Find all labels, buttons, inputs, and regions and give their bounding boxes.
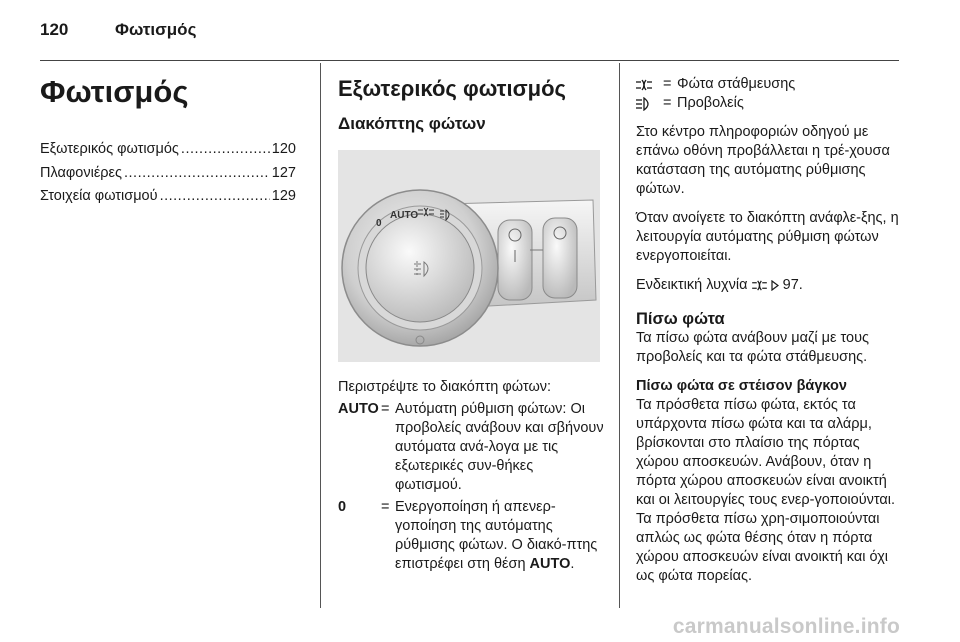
watermark: carmanualsonline.info [672, 615, 900, 638]
definition-separator: = [663, 95, 672, 111]
toc-item-page: 127 [271, 164, 296, 181]
definition-text: Ενεργοποίηση ή απενερ-γοποίηση της αυτόματης ρύθμισης φώτων. Ο διακό-πτης επιστρέφει στη θέση [395, 499, 598, 572]
header-divider [40, 60, 899, 61]
toc-item[interactable] [40, 138, 296, 162]
dial-label-auto: AUTO [390, 210, 419, 221]
parking-lights-icon [636, 75, 663, 94]
toc-item-label: Πλαφονιέρες [40, 164, 122, 181]
page-reference-arrow-icon [771, 280, 779, 291]
chapter-title: Φωτισμός [115, 20, 197, 39]
definition-end: . [570, 556, 575, 572]
toc-item-page: 120 [271, 141, 296, 157]
toc-title: Φωτισμός [40, 74, 189, 109]
paragraph-ignition: Όταν ανοίγετε το διακόπτη ανάφλε-ξης, η λειτουργία αυτόματης ρύθμιση φώτων ενεργοποιείται. [636, 210, 899, 264]
definition-auto [338, 400, 604, 495]
column-divider-left [320, 63, 321, 608]
toc-leader [160, 185, 270, 209]
page-number: 120 [40, 20, 69, 39]
indicator-reference [636, 276, 900, 295]
rear-lights-text: Τα πίσω φώτα ανάβουν μαζί με τους προβολείς και τα φώτα στάθμευσης. [636, 330, 870, 365]
definition-description: Προβολείς [677, 95, 744, 111]
icon-definition [636, 75, 900, 94]
section-column [338, 72, 604, 574]
wagon-lights-title: Πίσω φώτα σε στέισον βάγκον [636, 378, 847, 394]
toc-item-page: 129 [271, 188, 296, 204]
toc-item[interactable] [40, 162, 296, 186]
toc-leader [124, 162, 270, 186]
wagon-lights-text: Τα πρόσθετα πίσω φώτα, εκτός τα υπάρχοντα πίσω φώτα και τα αλάρμ, βρίσκονται στο πλαίσιο της πόρτας χώρου αποσκευών. Ανάβουν, όταν η πόρτα χώρου αποσκευών είναι ανοικτή και οι λειτουργίες τους ενερ-γοποιούνται. Τα πρόσθετα πίσω χρη-σιμοποιούνται απλώς ως φώτα θέσης όταν η πόρτα χώρου αποσκευών είναι ανοικτή και όχι ως φώτα πορείας. [636, 397, 896, 584]
parking-lights-icon [752, 280, 767, 291]
definition-zero [338, 498, 604, 574]
chapter-toc [40, 72, 296, 209]
toc-item[interactable] [40, 185, 296, 209]
instruction-text: Περιστρέψτε το διακόπτη φώτων: [338, 379, 552, 395]
definition-bold-term: AUTO [529, 556, 571, 572]
column-divider-right [619, 63, 620, 608]
definition-separator: = [381, 401, 390, 417]
icon-definition [636, 94, 900, 113]
dial-label-0: 0 [376, 218, 382, 229]
section-title: Εξωτερικός φωτισμός [338, 76, 566, 101]
light-switch-illustration [338, 150, 600, 362]
headlight-icon [636, 94, 663, 113]
definition-separator: = [381, 499, 390, 515]
definition-separator: = [663, 76, 672, 92]
indicator-label: Ενδεικτική λυχνία [636, 277, 748, 293]
right-column [636, 75, 900, 586]
rear-lights-title: Πίσω φώτα [636, 310, 725, 328]
paragraph-hud: Στο κέντρο πληροφοριών οδηγού με επάνω οθόνη προβάλλεται η τρέ-χουσα κατάσταση της αυτόματης ρύθμισης φώτων. [636, 124, 890, 197]
page-header [40, 20, 196, 50]
toc-leader [181, 138, 270, 162]
indicator-page-ref[interactable]: 97. [782, 277, 803, 293]
toc-item-label: Εξωτερικός φωτισμός [40, 141, 179, 157]
definition-description: Φώτα στάθμευσης [677, 76, 796, 92]
section-subtitle: Διακόπτης φώτων [338, 114, 486, 133]
toc-item-label: Στοιχεία φωτισμού [40, 188, 158, 204]
light-switch-drawing [338, 150, 600, 362]
definition-description: Αυτόματη ρύθμιση φώτων: Οι προβολείς ανάβουν και σβήνουν αυτόματα ανά-λογα με τις εξωτερικές συν-θήκες φωτισμού. [395, 401, 604, 493]
definition-description [395, 498, 604, 574]
definition-term: AUTO [338, 401, 379, 417]
definition-term: 0 [338, 499, 347, 515]
